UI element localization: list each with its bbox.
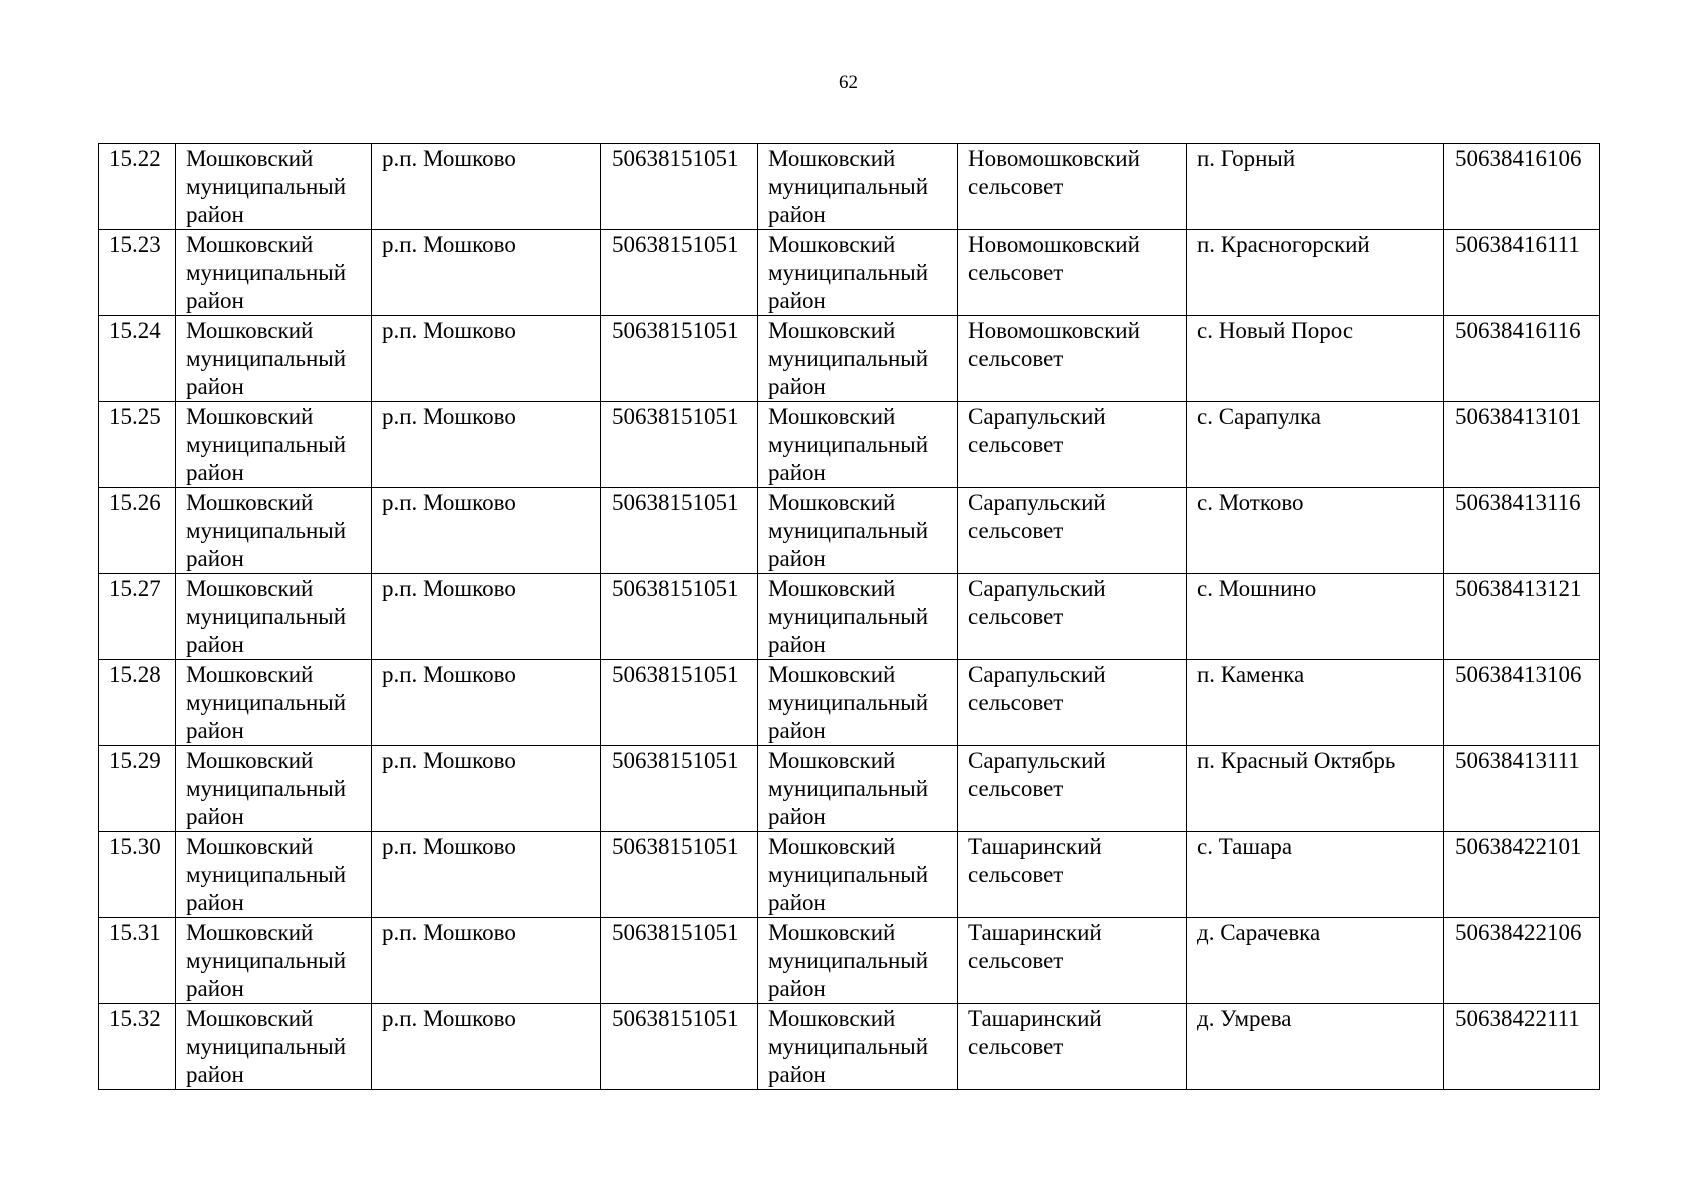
village-council-cell: Ташаринский сельсовет (958, 832, 1187, 918)
district-cell: Мошковский муниципальный район (176, 402, 372, 488)
admin-center-cell: р.п. Мошково (372, 488, 601, 574)
row-number-cell: 15.31 (99, 918, 176, 1004)
village-council-cell: Сарапульский сельсовет (958, 488, 1187, 574)
settlement-code-cell: 50638422106 (1444, 918, 1600, 1004)
admin-center-cell: р.п. Мошково (372, 918, 601, 1004)
district-cell: Мошковский муниципальный район (176, 1004, 372, 1090)
village-council-cell: Новомошковский сельсовет (958, 230, 1187, 316)
district-cell: Мошковский муниципальный район (176, 660, 372, 746)
admin-center-code-cell: 50638151051 (601, 488, 758, 574)
admin-center-code-cell: 50638151051 (601, 1004, 758, 1090)
admin-center-cell: р.п. Мошково (372, 746, 601, 832)
table-row (99, 402, 1600, 488)
village-council-cell: Новомошковский сельсовет (958, 316, 1187, 402)
settlement-code-cell: 50638422101 (1444, 832, 1600, 918)
settlement-code-cell: 50638422111 (1444, 1004, 1600, 1090)
admin-center-cell: р.п. Мошково (372, 402, 601, 488)
district-cell: Мошковский муниципальный район (176, 832, 372, 918)
district-cell: Мошковский муниципальный район (176, 488, 372, 574)
table-row (99, 918, 1600, 1004)
district-cell: Мошковский муниципальный район (176, 230, 372, 316)
village-council-cell: Сарапульский сельсовет (958, 660, 1187, 746)
municipal-district-cell: Мошковский муниципальный район (758, 574, 958, 660)
municipal-district-cell: Мошковский муниципальный район (758, 402, 958, 488)
settlement-cell: с. Ташара (1187, 832, 1444, 918)
row-number-cell: 15.32 (99, 1004, 176, 1090)
table-row (99, 230, 1600, 316)
admin-center-cell: р.п. Мошково (372, 144, 601, 230)
admin-center-code-cell: 50638151051 (601, 918, 758, 1004)
municipal-district-cell: Мошковский муниципальный район (758, 660, 958, 746)
settlement-cell: с. Мошнино (1187, 574, 1444, 660)
municipal-district-cell: Мошковский муниципальный район (758, 1004, 958, 1090)
row-number-cell: 15.29 (99, 746, 176, 832)
municipal-district-cell: Мошковский муниципальный район (758, 144, 958, 230)
settlement-cell: д. Сарачевка (1187, 918, 1444, 1004)
settlement-cell: п. Каменка (1187, 660, 1444, 746)
municipal-district-cell: Мошковский муниципальный район (758, 230, 958, 316)
row-number-cell: 15.23 (99, 230, 176, 316)
settlement-code-cell: 50638413121 (1444, 574, 1600, 660)
admin-center-cell: р.п. Мошково (372, 316, 601, 402)
table-body (99, 144, 1600, 1090)
admin-center-cell: р.п. Мошково (372, 832, 601, 918)
row-number-cell: 15.22 (99, 144, 176, 230)
district-cell: Мошковский муниципальный район (176, 316, 372, 402)
row-number-cell: 15.24 (99, 316, 176, 402)
municipal-district-cell: Мошковский муниципальный район (758, 316, 958, 402)
table-row (99, 832, 1600, 918)
row-number-cell: 15.25 (99, 402, 176, 488)
admin-center-code-cell: 50638151051 (601, 316, 758, 402)
settlement-cell: д. Умрева (1187, 1004, 1444, 1090)
district-cell: Мошковский муниципальный район (176, 574, 372, 660)
page-number: 62 (839, 72, 858, 93)
settlement-cell: п. Красногорский (1187, 230, 1444, 316)
row-number-cell: 15.28 (99, 660, 176, 746)
village-council-cell: Новомошковский сельсовет (958, 144, 1187, 230)
row-number-cell: 15.30 (99, 832, 176, 918)
admin-center-code-cell: 50638151051 (601, 660, 758, 746)
table-row (99, 746, 1600, 832)
admin-center-code-cell: 50638151051 (601, 230, 758, 316)
admin-center-code-cell: 50638151051 (601, 144, 758, 230)
settlement-cell: п. Горный (1187, 144, 1444, 230)
admin-center-cell: р.п. Мошково (372, 660, 601, 746)
settlement-code-cell: 50638413116 (1444, 488, 1600, 574)
table-row (99, 144, 1600, 230)
settlement-code-cell: 50638413111 (1444, 746, 1600, 832)
row-number-cell: 15.27 (99, 574, 176, 660)
village-council-cell: Сарапульский сельсовет (958, 574, 1187, 660)
admin-center-cell: р.п. Мошково (372, 574, 601, 660)
village-council-cell: Ташаринский сельсовет (958, 1004, 1187, 1090)
admin-center-code-cell: 50638151051 (601, 746, 758, 832)
municipal-district-cell: Мошковский муниципальный район (758, 832, 958, 918)
table-row (99, 316, 1600, 402)
admin-center-code-cell: 50638151051 (601, 574, 758, 660)
settlement-code-cell: 50638413106 (1444, 660, 1600, 746)
admin-center-code-cell: 50638151051 (601, 832, 758, 918)
settlement-cell: с. Сарапулка (1187, 402, 1444, 488)
settlements-table (98, 143, 1600, 1090)
district-cell: Мошковский муниципальный район (176, 144, 372, 230)
district-cell: Мошковский муниципальный район (176, 918, 372, 1004)
admin-center-cell: р.п. Мошково (372, 1004, 601, 1090)
row-number-cell: 15.26 (99, 488, 176, 574)
table-row (99, 488, 1600, 574)
table-row (99, 660, 1600, 746)
settlement-cell: п. Красный Октябрь (1187, 746, 1444, 832)
table-row (99, 1004, 1600, 1090)
municipal-district-cell: Мошковский муниципальный район (758, 488, 958, 574)
municipal-district-cell: Мошковский муниципальный район (758, 746, 958, 832)
municipal-district-cell: Мошковский муниципальный район (758, 918, 958, 1004)
settlement-cell: с. Мотково (1187, 488, 1444, 574)
settlement-code-cell: 50638416111 (1444, 230, 1600, 316)
admin-center-code-cell: 50638151051 (601, 402, 758, 488)
settlement-code-cell: 50638413101 (1444, 402, 1600, 488)
settlement-code-cell: 50638416116 (1444, 316, 1600, 402)
settlement-code-cell: 50638416106 (1444, 144, 1600, 230)
village-council-cell: Сарапульский сельсовет (958, 746, 1187, 832)
district-cell: Мошковский муниципальный район (176, 746, 372, 832)
admin-center-cell: р.п. Мошково (372, 230, 601, 316)
village-council-cell: Сарапульский сельсовет (958, 402, 1187, 488)
table-row (99, 574, 1600, 660)
settlement-cell: с. Новый Порос (1187, 316, 1444, 402)
village-council-cell: Ташаринский сельсовет (958, 918, 1187, 1004)
